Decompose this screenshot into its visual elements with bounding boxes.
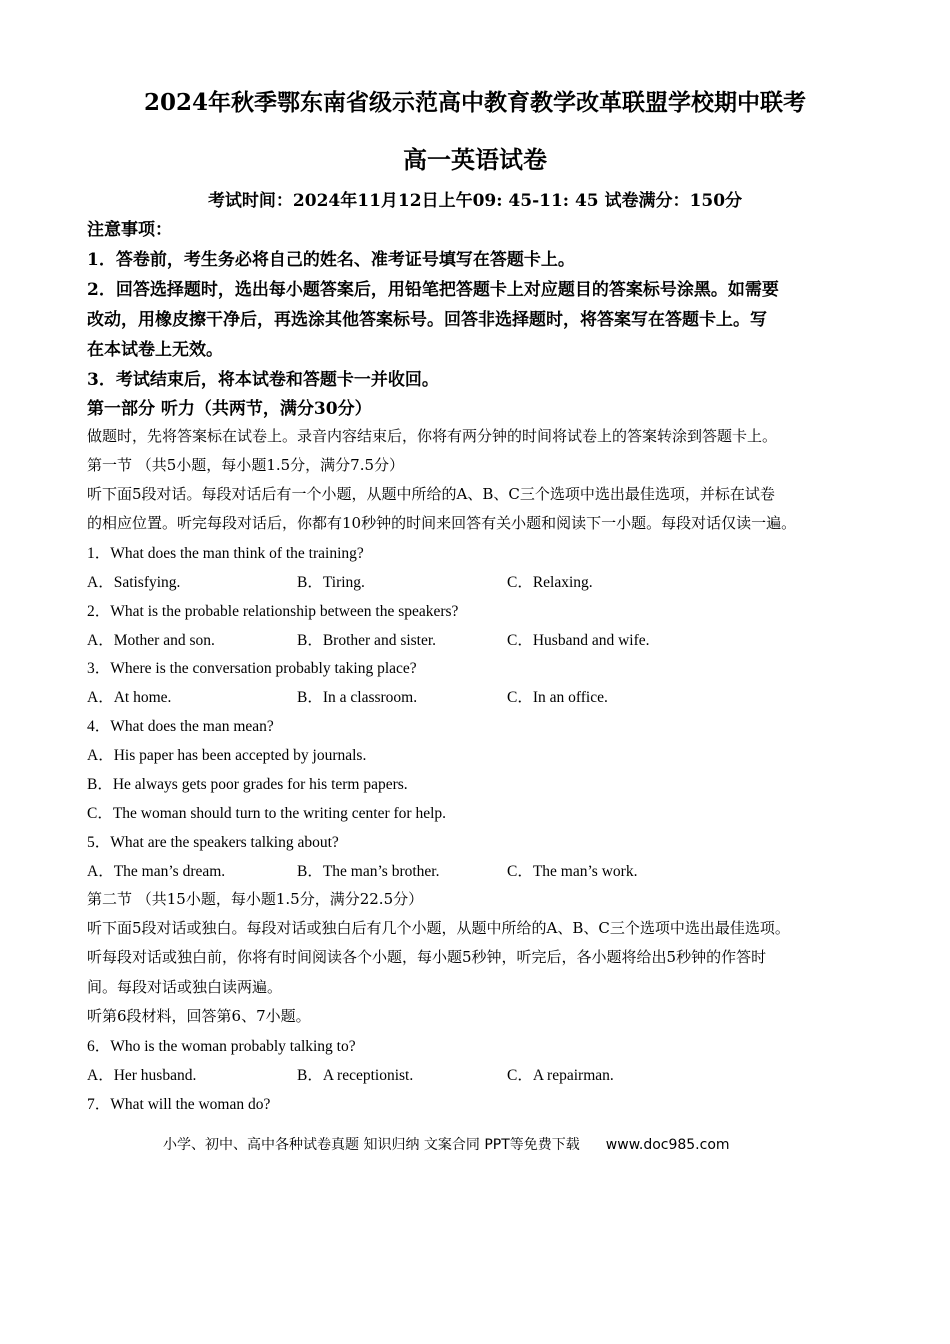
question-7: 7．What will the woman do?: [87, 1096, 271, 1113]
q4-option-c: C．The woman should turn to the writing center for help.: [87, 805, 447, 822]
note-line-5: 3．考试结束后，将本试卷和答题卡一并收回。: [87, 370, 439, 390]
notes-heading: 注意事项：: [87, 220, 172, 240]
page-footer: [163, 1134, 730, 1154]
question-2: 2．What is the probable relationship between the speakers?: [87, 603, 459, 620]
note-line-4: 在本试卷上无效。: [87, 340, 223, 360]
q5-option-b: B．The man’s brother.: [297, 863, 440, 880]
section1-instruction-2: 的相应位置。听完每段对话后，你都有10秒钟的时间来回答有关小题和阅读下一小题。每段对话仅读一遍。: [87, 514, 797, 532]
note-line-2: 2．回答选择题时，选出每小题答案后，用铅笔把答题卡上对应题目的答案标号涂黑。如需要: [87, 280, 779, 300]
question-3: 3．Where is the conversation probably taking place?: [87, 660, 417, 677]
section2-instruction-2: 听每段对话或独白前，你将有时间阅读各个小题，每小题5秒钟，听完后，各小题将给出5秒钟的作答时: [87, 948, 767, 966]
q1-option-b: B．Tiring.: [297, 574, 365, 591]
q5-option-c: C．The man’s work.: [507, 863, 638, 880]
q2-option-c: C．Husband and wife.: [507, 632, 650, 649]
exam-subtitle: 高一英语试卷: [403, 145, 547, 174]
note-line-3: 改动，用橡皮擦干净后，再选涂其他答案标号。回答非选择题时，将答案写在答题卡上。写: [87, 310, 767, 330]
section2-heading: 第二节 （共15小题，每小题1.5分，满分22.5分）: [87, 890, 424, 908]
question-6: 6．Who is the woman probably talking to?: [87, 1038, 356, 1055]
note-line-1: 1．答卷前，考生务必将自己的姓名、准考证号填写在答题卡上。: [87, 250, 575, 270]
material-6-note: 听第6段材料，回答第6、7小题。: [87, 1007, 311, 1025]
q5-option-a: A．The man’s dream.: [87, 863, 226, 880]
part1-instruction: 做题时，先将答案标在试卷上。录音内容结束后，你将有两分钟的时间将试卷上的答案转涂到答题卡上。: [87, 427, 778, 445]
question-5: 5．What are the speakers talking about?: [87, 834, 339, 851]
question-4: 4．What does the man mean?: [87, 718, 274, 735]
section2-instruction-3: 间。每段对话或独白读两遍。: [87, 978, 283, 996]
q6-option-c: C．A repairman.: [507, 1067, 614, 1084]
q4-option-a: A．His paper has been accepted by journals.: [87, 747, 367, 764]
q3-option-c: C．In an office.: [507, 689, 608, 706]
section2-instruction-1: 听下面5段对话或独白。每段对话或独白后有几个小题，从题中所给的A、B、C三个选项中选出最佳选项。: [87, 919, 790, 937]
q2-option-a: A．Mother and son.: [87, 632, 215, 649]
exam-info: 考试时间：2024年11月12日上午09: 45-11: 45 试卷满分：150分: [207, 191, 743, 211]
q1-option-c: C．Relaxing.: [507, 574, 593, 591]
q4-option-b: B．He always gets poor grades for his term papers.: [87, 776, 408, 793]
section1-heading: 第一节 （共5小题，每小题1.5分，满分7.5分）: [87, 456, 405, 474]
part1-heading: 第一部分 听力（共两节，满分30分）: [87, 399, 372, 419]
footer-text: 小学、初中、高中各种试卷真题 知识归纳 文案合同 PPT等免费下载: [163, 1137, 580, 1153]
q2-option-b: B．Brother and sister.: [297, 632, 437, 649]
q6-option-a: A．Her husband.: [87, 1067, 197, 1084]
question-1: 1．What does the man think of the training?: [87, 545, 364, 562]
q1-option-a: A．Satisfying.: [87, 574, 181, 591]
q3-option-a: A．At home.: [87, 689, 172, 706]
q3-option-b: B．In a classroom.: [297, 689, 418, 706]
exam-title: 2024年秋季鄂东南省级示范高中教育教学改革联盟学校期中联考: [143, 89, 806, 116]
footer-link[interactable]: www.doc985.com: [605, 1137, 730, 1153]
q6-option-b: B．A receptionist.: [297, 1067, 414, 1084]
section1-instruction-1: 听下面5段对话。每段对话后有一个小题，从题中所给的A、B、C三个选项中选出最佳选项，并标在试卷: [87, 485, 775, 503]
